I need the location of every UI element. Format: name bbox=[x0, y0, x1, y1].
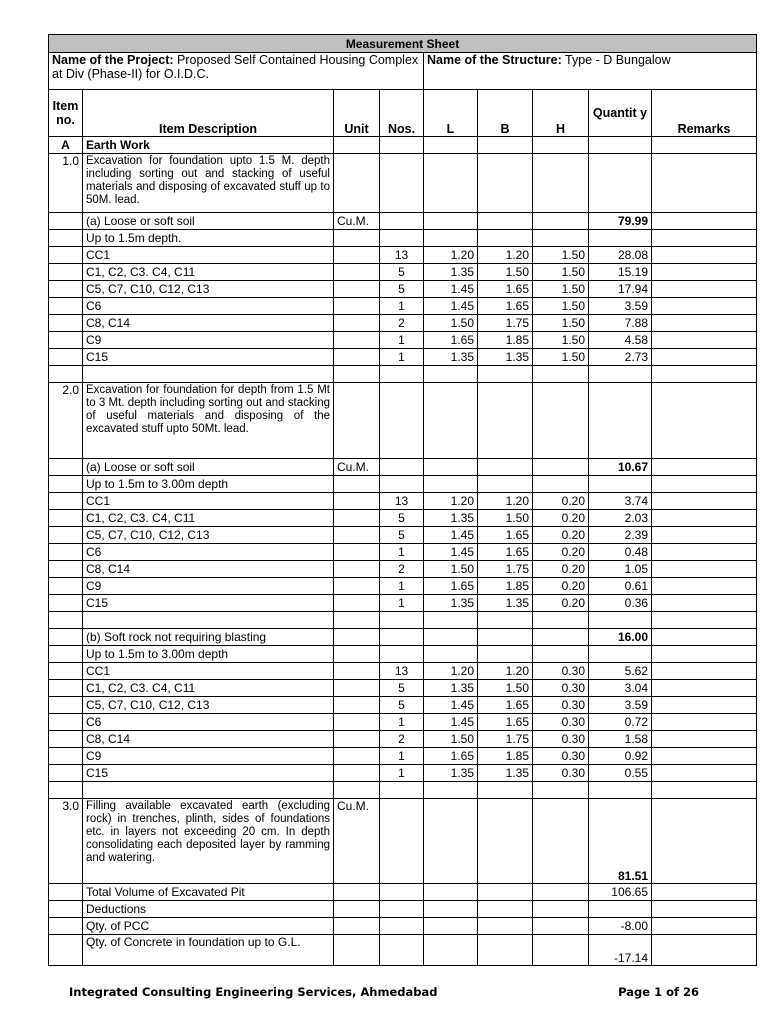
breadth-cell: 1.20 bbox=[478, 247, 533, 264]
sheet-title: Measurement Sheet bbox=[49, 35, 757, 53]
nos-cell: 5 bbox=[380, 510, 424, 527]
length-cell: 1.50 bbox=[424, 315, 478, 332]
subitem-total: 16.00 bbox=[589, 629, 652, 646]
depth-row bbox=[49, 476, 757, 493]
measurement-row bbox=[49, 595, 757, 612]
nos-cell: 2 bbox=[380, 561, 424, 578]
header-description: Item Description bbox=[83, 90, 334, 137]
quantity-cell: 0.61 bbox=[589, 578, 652, 595]
item-row bbox=[49, 154, 757, 213]
nos-cell: 1 bbox=[380, 748, 424, 765]
section-code: A bbox=[49, 137, 83, 154]
measurement-row bbox=[49, 748, 757, 765]
measurement-row bbox=[49, 264, 757, 281]
member-name: C15 bbox=[83, 595, 334, 612]
height-cell: 0.30 bbox=[533, 697, 589, 714]
height-cell: 1.50 bbox=[533, 315, 589, 332]
measurement-row bbox=[49, 680, 757, 697]
summary-quantity bbox=[589, 901, 652, 918]
summary-row bbox=[49, 935, 757, 966]
measurement-row bbox=[49, 493, 757, 510]
summary-row bbox=[49, 918, 757, 935]
length-cell: 1.45 bbox=[424, 527, 478, 544]
height-cell: 0.20 bbox=[533, 527, 589, 544]
measurement-row bbox=[49, 281, 757, 298]
quantity-cell: 0.36 bbox=[589, 595, 652, 612]
header-b: B bbox=[478, 90, 533, 137]
breadth-cell: 1.65 bbox=[478, 544, 533, 561]
measurement-row bbox=[49, 765, 757, 782]
measurement-row bbox=[49, 663, 757, 680]
nos-cell: 13 bbox=[380, 247, 424, 264]
summary-quantity: -8.00 bbox=[589, 918, 652, 935]
item-number: 1.0 bbox=[49, 154, 83, 213]
nos-cell: 5 bbox=[380, 281, 424, 298]
breadth-cell: 1.20 bbox=[478, 493, 533, 510]
summary-quantity: 106.65 bbox=[589, 884, 652, 901]
breadth-cell: 1.85 bbox=[478, 332, 533, 349]
breadth-cell: 1.35 bbox=[478, 595, 533, 612]
quantity-cell: 2.03 bbox=[589, 510, 652, 527]
quantity-cell: 3.04 bbox=[589, 680, 652, 697]
length-cell: 1.35 bbox=[424, 264, 478, 281]
header-l: L bbox=[424, 90, 478, 137]
item-row bbox=[49, 799, 757, 884]
blank-row bbox=[49, 612, 757, 629]
quantity-cell: 2.73 bbox=[589, 349, 652, 366]
length-cell: 1.35 bbox=[424, 349, 478, 366]
quantity-cell: 1.58 bbox=[589, 731, 652, 748]
unit-cell: Cu.M. bbox=[334, 799, 380, 884]
subitem-total: 10.67 bbox=[589, 459, 652, 476]
subitem-row bbox=[49, 459, 757, 476]
row-label: Up to 1.5m to 3.00m depth bbox=[83, 476, 334, 493]
summary-quantity: -17.14 bbox=[589, 935, 652, 966]
member-name: C1, C2, C3. C4, C11 bbox=[83, 680, 334, 697]
member-name: C6 bbox=[83, 714, 334, 731]
height-cell: 0.20 bbox=[533, 493, 589, 510]
summary-row bbox=[49, 884, 757, 901]
measurement-row bbox=[49, 315, 757, 332]
length-cell: 1.65 bbox=[424, 578, 478, 595]
header-nos: Nos. bbox=[380, 90, 424, 137]
member-name: CC1 bbox=[83, 493, 334, 510]
member-name: C9 bbox=[83, 748, 334, 765]
subitem-row bbox=[49, 629, 757, 646]
quantity-cell: 0.55 bbox=[589, 765, 652, 782]
quantity-cell: 1.05 bbox=[589, 561, 652, 578]
measurement-row bbox=[49, 332, 757, 349]
summary-label: Total Volume of Excavated Pit bbox=[83, 884, 334, 901]
measurement-row bbox=[49, 561, 757, 578]
header-remarks: Remarks bbox=[652, 90, 757, 137]
section-row bbox=[49, 137, 757, 154]
member-name: C1, C2, C3. C4, C11 bbox=[83, 510, 334, 527]
nos-cell: 1 bbox=[380, 578, 424, 595]
nos-cell: 1 bbox=[380, 544, 424, 561]
member-name: C1, C2, C3. C4, C11 bbox=[83, 264, 334, 281]
item-number: 3.0 bbox=[49, 799, 83, 884]
measurement-row bbox=[49, 298, 757, 315]
section-title: Earth Work bbox=[83, 137, 334, 154]
height-cell: 1.50 bbox=[533, 281, 589, 298]
quantity-cell: 0.72 bbox=[589, 714, 652, 731]
breadth-cell: 1.50 bbox=[478, 510, 533, 527]
item-description: Filling available excavated earth (excluding rock) in trenches, plinth, sides of foundations etc. in layers not exceeding 20 cm. In depth consolidating each deposited layer by ramming and watering. bbox=[83, 799, 334, 884]
quantity-cell: 0.48 bbox=[589, 544, 652, 561]
unit-cell: Cu.M. bbox=[334, 459, 380, 476]
measurement-row bbox=[49, 714, 757, 731]
header-quantity: Quantit y bbox=[589, 90, 652, 137]
item-row bbox=[49, 383, 757, 459]
nos-cell: 5 bbox=[380, 527, 424, 544]
breadth-cell: 1.65 bbox=[478, 298, 533, 315]
nos-cell: 2 bbox=[380, 315, 424, 332]
height-cell: 1.50 bbox=[533, 332, 589, 349]
blank-row bbox=[49, 782, 757, 799]
breadth-cell: 1.65 bbox=[478, 281, 533, 298]
breadth-cell: 1.65 bbox=[478, 527, 533, 544]
breadth-cell: 1.35 bbox=[478, 349, 533, 366]
height-cell: 1.50 bbox=[533, 247, 589, 264]
length-cell: 1.20 bbox=[424, 247, 478, 264]
length-cell: 1.45 bbox=[424, 697, 478, 714]
footer-page-number: Page 1 of 26 bbox=[618, 985, 699, 999]
summary-label: Qty. of PCC bbox=[83, 918, 334, 935]
height-cell: 0.30 bbox=[533, 731, 589, 748]
member-name: C15 bbox=[83, 349, 334, 366]
measurement-row bbox=[49, 510, 757, 527]
nos-cell: 1 bbox=[380, 765, 424, 782]
nos-cell: 5 bbox=[380, 697, 424, 714]
length-cell: 1.35 bbox=[424, 765, 478, 782]
breadth-cell: 1.65 bbox=[478, 697, 533, 714]
length-cell: 1.20 bbox=[424, 493, 478, 510]
header-h: H bbox=[533, 90, 589, 137]
header-row bbox=[49, 90, 757, 137]
quantity-cell: 7.88 bbox=[589, 315, 652, 332]
structure-value: Type - D Bungalow bbox=[561, 53, 671, 67]
summary-label: Qty. of Concrete in foundation up to G.L. bbox=[83, 935, 334, 966]
structure-label: Name of the Structure: bbox=[427, 53, 562, 67]
measurement-row bbox=[49, 247, 757, 264]
breadth-cell: 1.50 bbox=[478, 264, 533, 281]
breadth-cell: 1.75 bbox=[478, 731, 533, 748]
quantity-cell: 5.62 bbox=[589, 663, 652, 680]
quantity-cell: 3.74 bbox=[589, 493, 652, 510]
unit-cell: Cu.M. bbox=[334, 213, 380, 230]
project-label: Name of the Project: bbox=[52, 53, 174, 67]
header-unit: Unit bbox=[334, 90, 380, 137]
height-cell: 0.20 bbox=[533, 510, 589, 527]
breadth-cell: 1.50 bbox=[478, 680, 533, 697]
item-description: Excavation for foundation upto 1.5 M. depth including sorting out and stacking of useful materials and disposing of excavated stuff up to 50M. lead. bbox=[83, 154, 334, 213]
breadth-cell: 1.75 bbox=[478, 561, 533, 578]
height-cell: 1.50 bbox=[533, 349, 589, 366]
nos-cell: 1 bbox=[380, 332, 424, 349]
height-cell: 0.30 bbox=[533, 714, 589, 731]
summary-row bbox=[49, 901, 757, 918]
item-description: Excavation for foundation for depth from 1.5 Mt to 3 Mt. depth including sorting out and stacking of useful materials and disposing of the excavated stuff upto 50Mt. lead. bbox=[83, 383, 334, 459]
height-cell: 0.20 bbox=[533, 561, 589, 578]
row-label: (b) Soft rock not requiring blasting bbox=[83, 629, 334, 646]
quantity-cell: 0.92 bbox=[589, 748, 652, 765]
length-cell: 1.35 bbox=[424, 595, 478, 612]
row-label: Up to 1.5m to 3.00m depth bbox=[83, 646, 334, 663]
nos-cell: 1 bbox=[380, 595, 424, 612]
member-name: C6 bbox=[83, 298, 334, 315]
nos-cell: 2 bbox=[380, 731, 424, 748]
length-cell: 1.45 bbox=[424, 714, 478, 731]
quantity-cell: 4.58 bbox=[589, 332, 652, 349]
member-name: C5, C7, C10, C12, C13 bbox=[83, 527, 334, 544]
member-name: C15 bbox=[83, 765, 334, 782]
structure-name bbox=[424, 53, 757, 90]
project-value: Proposed Self Contained Housing Complex at Div (Phase-II) for O.I.D.C. bbox=[52, 53, 419, 81]
height-cell: 0.30 bbox=[533, 748, 589, 765]
blank-row bbox=[49, 366, 757, 383]
nos-cell: 1 bbox=[380, 298, 424, 315]
height-cell: 0.30 bbox=[533, 765, 589, 782]
member-name: C9 bbox=[83, 578, 334, 595]
measurement-row bbox=[49, 349, 757, 366]
length-cell: 1.50 bbox=[424, 731, 478, 748]
height-cell: 0.20 bbox=[533, 544, 589, 561]
row-label: (a) Loose or soft soil bbox=[83, 459, 334, 476]
member-name: C9 bbox=[83, 332, 334, 349]
measurement-table bbox=[48, 34, 757, 966]
length-cell: 1.50 bbox=[424, 561, 478, 578]
length-cell: 1.65 bbox=[424, 332, 478, 349]
depth-row bbox=[49, 646, 757, 663]
length-cell: 1.45 bbox=[424, 281, 478, 298]
item-total: 81.51 bbox=[589, 799, 652, 884]
subitem-total: 79.99 bbox=[589, 213, 652, 230]
project-name bbox=[49, 53, 424, 90]
nos-cell: 5 bbox=[380, 680, 424, 697]
length-cell: 1.35 bbox=[424, 510, 478, 527]
member-name: C5, C7, C10, C12, C13 bbox=[83, 697, 334, 714]
member-name: C5, C7, C10, C12, C13 bbox=[83, 281, 334, 298]
breadth-cell: 1.35 bbox=[478, 765, 533, 782]
member-name: C8, C14 bbox=[83, 315, 334, 332]
subitem-label: (a) Loose or soft soil bbox=[83, 213, 334, 230]
member-name: CC1 bbox=[83, 663, 334, 680]
length-cell: 1.20 bbox=[424, 663, 478, 680]
height-cell: 0.20 bbox=[533, 595, 589, 612]
nos-cell: 13 bbox=[380, 663, 424, 680]
nos-cell: 1 bbox=[380, 349, 424, 366]
member-name: CC1 bbox=[83, 247, 334, 264]
page-footer bbox=[69, 985, 699, 999]
quantity-cell: 3.59 bbox=[589, 298, 652, 315]
footer-company: Integrated Consulting Engineering Services, Ahmedabad bbox=[69, 985, 438, 999]
member-name: C8, C14 bbox=[83, 731, 334, 748]
header-item-no: Item no. bbox=[49, 90, 83, 137]
depth-label: Up to 1.5m depth. bbox=[83, 230, 334, 247]
nos-cell: 5 bbox=[380, 264, 424, 281]
nos-cell: 1 bbox=[380, 714, 424, 731]
nos-cell: 13 bbox=[380, 493, 424, 510]
length-cell: 1.45 bbox=[424, 544, 478, 561]
quantity-cell: 15.19 bbox=[589, 264, 652, 281]
measurement-row bbox=[49, 731, 757, 748]
height-cell: 0.30 bbox=[533, 663, 589, 680]
member-name: C6 bbox=[83, 544, 334, 561]
measurement-row bbox=[49, 578, 757, 595]
measurement-row bbox=[49, 544, 757, 561]
height-cell: 0.20 bbox=[533, 578, 589, 595]
length-cell: 1.45 bbox=[424, 298, 478, 315]
breadth-cell: 1.85 bbox=[478, 578, 533, 595]
breadth-cell: 1.85 bbox=[478, 748, 533, 765]
height-cell: 0.30 bbox=[533, 680, 589, 697]
quantity-cell: 28.08 bbox=[589, 247, 652, 264]
breadth-cell: 1.65 bbox=[478, 714, 533, 731]
height-cell: 1.50 bbox=[533, 264, 589, 281]
length-cell: 1.35 bbox=[424, 680, 478, 697]
breadth-cell: 1.75 bbox=[478, 315, 533, 332]
length-cell: 1.65 bbox=[424, 748, 478, 765]
measurement-row bbox=[49, 527, 757, 544]
height-cell: 1.50 bbox=[533, 298, 589, 315]
quantity-cell: 3.59 bbox=[589, 697, 652, 714]
quantity-cell: 2.39 bbox=[589, 527, 652, 544]
member-name: C8, C14 bbox=[83, 561, 334, 578]
measurement-row bbox=[49, 697, 757, 714]
depth-row bbox=[49, 230, 757, 247]
summary-label: Deductions bbox=[83, 901, 334, 918]
breadth-cell: 1.20 bbox=[478, 663, 533, 680]
quantity-cell: 17.94 bbox=[589, 281, 652, 298]
subitem-row bbox=[49, 213, 757, 230]
item-number: 2.0 bbox=[49, 383, 83, 459]
